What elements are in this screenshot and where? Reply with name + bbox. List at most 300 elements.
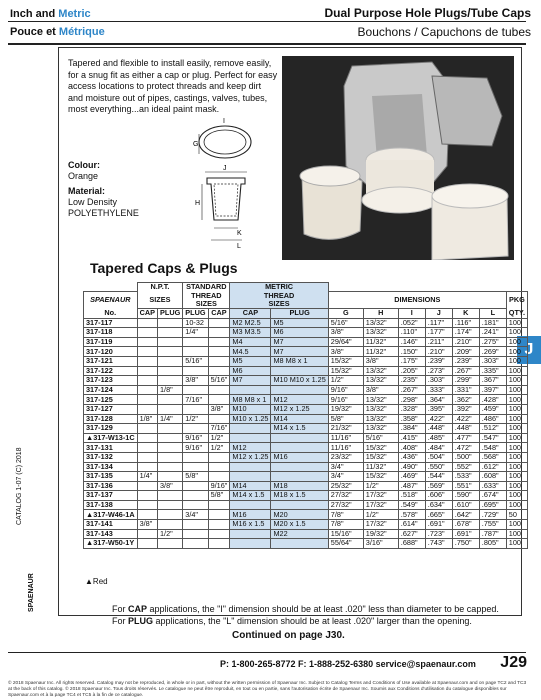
- table-cell: 27/32": [328, 500, 363, 510]
- diagram-label-g: G: [193, 141, 199, 148]
- table-cell: M5: [230, 356, 271, 366]
- legal-text: © 2018 Spaenaur Inc. All rights reserved. Catalog may not be reproduced, in whole or in part, without the written permission of Spaenaur Inc. Subject to Catalog Terms and Conditions of Use available at Spaenaur.com and on page TC2 and TC3 at the back of this catalog. © 2018 Spaenaur Inc. Tous droits réservés. Le catalogue ne peut être reproduit, en tout ou en partie, sans l'autorisation écrite de Spaenaur Inc. Soumis aux Conditions d'utilisation du catalogue disponibles sur Spaenaur.com et à la page TC4 et TC5 à la fin de ce catalogue.: [8, 681, 527, 698]
- table-cell: 9/16": [208, 481, 230, 491]
- table-cell: 10-32: [183, 318, 208, 328]
- table-cell: M14 x 1.5: [271, 424, 328, 434]
- table-cell: 15/32": [363, 443, 398, 453]
- header-inch: Inch and: [10, 8, 59, 20]
- table-cell: M14: [230, 481, 271, 491]
- table-cell: .504": [425, 452, 452, 462]
- table-cell: .428": [479, 395, 506, 405]
- table-cell: 100: [506, 337, 527, 347]
- table-cell: 5/16": [328, 318, 363, 328]
- table-cell: .750": [452, 539, 479, 549]
- th-npt-sizes: SIZES: [149, 294, 171, 304]
- table-cell: .209": [452, 347, 479, 357]
- th-npt-cap: CAP: [139, 308, 155, 318]
- table-cell: .174": [452, 328, 479, 338]
- part-number-cell: 317-138: [84, 500, 138, 510]
- table-cell: .627": [398, 529, 425, 539]
- section-tab-j[interactable]: J: [517, 336, 541, 364]
- th-l: L: [490, 308, 496, 318]
- table-row: [84, 500, 528, 510]
- table-cell: [137, 395, 157, 405]
- table-row: [84, 510, 528, 520]
- table-cell: .273": [425, 366, 452, 376]
- table-cell: [137, 491, 157, 501]
- table-cell: M7: [271, 347, 328, 357]
- table-cell: [208, 539, 230, 549]
- table-cell: .688": [398, 539, 425, 549]
- table-cell: [183, 366, 208, 376]
- plug-note: For PLUG applications, the "L" dimension should be at least .020" larger than the opening.: [112, 616, 472, 626]
- table-cell: [230, 472, 271, 482]
- table-cell: [137, 385, 157, 395]
- table-cell: 1/2": [208, 433, 230, 443]
- table-cell: 100: [506, 472, 527, 482]
- table-cell: [137, 347, 157, 357]
- table-cell: 15/16": [328, 529, 363, 539]
- table-cell: 50: [506, 510, 527, 520]
- table-cell: [208, 414, 230, 424]
- table-cell: .518": [398, 491, 425, 501]
- part-number-cell: 317-129: [84, 424, 138, 434]
- table-cell: 100: [506, 376, 527, 386]
- table-cell: 3/8": [328, 347, 363, 357]
- table-cell: [208, 452, 230, 462]
- table-cell: [158, 356, 183, 366]
- table-cell: .408": [398, 443, 425, 453]
- table-cell: .612": [479, 462, 506, 472]
- table-cell: [208, 529, 230, 539]
- table-cell: 7/16": [208, 424, 230, 434]
- part-number-cell: 317-120: [84, 347, 138, 357]
- table-cell: .569": [425, 481, 452, 491]
- th-metric-sizes: SIZES: [268, 298, 290, 308]
- table-cell: 100: [506, 443, 527, 453]
- table-cell: [271, 433, 328, 443]
- table-cell: [271, 539, 328, 549]
- header-divider-1: [8, 21, 526, 22]
- table-cell: .610": [452, 500, 479, 510]
- part-number-cell: 317-134: [84, 462, 138, 472]
- table-cell: [158, 366, 183, 376]
- table-cell: 15/32": [328, 356, 363, 366]
- table-cell: M16 x 1.5: [230, 520, 271, 530]
- header-left-line2: [10, 26, 105, 38]
- table-cell: 9/16": [328, 395, 363, 405]
- table-cell: 13/32": [363, 366, 398, 376]
- table-cell: [183, 404, 208, 414]
- th-standard: STANDARD: [186, 282, 227, 292]
- table-cell: [137, 356, 157, 366]
- table-cell: [158, 500, 183, 510]
- table-row: [84, 539, 528, 549]
- table-cell: M10 M10 x 1.25: [271, 376, 328, 386]
- table-cell: 3/16": [363, 539, 398, 549]
- table-row: [84, 328, 528, 338]
- table-cell: .181": [479, 318, 506, 328]
- table-cell: .052": [398, 318, 425, 328]
- table-cell: M6: [230, 366, 271, 376]
- part-number-cell: ▲317-W46-1A: [84, 510, 138, 520]
- continued-link[interactable]: Continued on page J30.: [232, 630, 345, 641]
- table-cell: [158, 376, 183, 386]
- table-cell: 100: [506, 404, 527, 414]
- table-cell: [158, 462, 183, 472]
- part-number-cell: ▲317-W50-1Y: [84, 539, 138, 549]
- table-cell: .235": [398, 376, 425, 386]
- table-cell: .547": [479, 433, 506, 443]
- table-cell: 15/32": [363, 452, 398, 462]
- table-cell: M4: [230, 337, 271, 347]
- table-cell: .335": [479, 366, 506, 376]
- table-cell: [158, 472, 183, 482]
- table-cell: .549": [398, 500, 425, 510]
- red-legend: ▲Red: [85, 577, 108, 586]
- table-row: [84, 529, 528, 539]
- table-cell: .490": [398, 462, 425, 472]
- table-cell: 23/32": [328, 452, 363, 462]
- table-cell: [137, 443, 157, 453]
- table-cell: 1/2": [208, 443, 230, 453]
- table-cell: .533": [452, 472, 479, 482]
- table-cell: 7/8": [328, 510, 363, 520]
- table-cell: [183, 539, 208, 549]
- table-cell: M12 x 1.25: [271, 404, 328, 414]
- table-row: [84, 337, 528, 347]
- table-cell: .116": [452, 318, 479, 328]
- table-cell: .299": [452, 376, 479, 386]
- table-cell: .642": [452, 510, 479, 520]
- table-cell: [137, 462, 157, 472]
- table-cell: 11/32": [363, 462, 398, 472]
- table-cell: .211": [425, 337, 452, 347]
- table-cell: [183, 481, 208, 491]
- table-cell: 3/8": [328, 328, 363, 338]
- table-cell: 3/4": [328, 472, 363, 482]
- table-cell: [137, 337, 157, 347]
- part-number-cell: 317-118: [84, 328, 138, 338]
- table-cell: .362": [452, 395, 479, 405]
- table-cell: .695": [479, 500, 506, 510]
- table-cell: 13/32": [363, 424, 398, 434]
- table-cell: .484": [425, 443, 452, 453]
- table-cell: .477": [452, 433, 479, 443]
- table-cell: [230, 500, 271, 510]
- table-cell: 29/64": [328, 337, 363, 347]
- header-metrique: Métrique: [58, 26, 105, 38]
- table-cell: 1/2": [328, 376, 363, 386]
- table-cell: .469": [398, 472, 425, 482]
- table-header-row-3: [84, 309, 528, 319]
- table-cell: M4.5: [230, 347, 271, 357]
- table-cell: [158, 395, 183, 405]
- table-cell: M22: [271, 529, 328, 539]
- colour-value: Orange: [68, 171, 99, 181]
- table-cell: .395": [425, 404, 452, 414]
- table-cell: M7: [271, 337, 328, 347]
- table-row: [84, 376, 528, 386]
- table-cell: 55/64": [328, 539, 363, 549]
- table-cell: 7/16": [183, 395, 208, 405]
- table-cell: [230, 433, 271, 443]
- page-header: [0, 0, 541, 44]
- table-cell: 100: [506, 356, 527, 366]
- table-cell: .691": [425, 520, 452, 530]
- table-cell: 100: [506, 481, 527, 491]
- table-cell: .459": [479, 404, 506, 414]
- table-cell: M3 M3.5: [230, 328, 271, 338]
- table-cell: M7: [230, 376, 271, 386]
- table-cell: 100: [506, 491, 527, 501]
- diagram-label-i: I: [223, 118, 225, 125]
- table-cell: [271, 443, 328, 453]
- table-cell: [208, 347, 230, 357]
- table-cell: [158, 539, 183, 549]
- part-number-cell: 317-135: [84, 472, 138, 482]
- table-cell: .550": [425, 462, 452, 472]
- table-cell: .269": [479, 347, 506, 357]
- colour-label: Colour:: [68, 160, 100, 170]
- table-cell: .358": [398, 414, 425, 424]
- table-cell: .448": [425, 424, 452, 434]
- table-cell: .422": [452, 414, 479, 424]
- intro-text: Tapered and flexible to install easily, remove easily, for a snug fit as either a cap or plug. Perfect for easy access locations to protect threads and keep dirt and moisture out of pipes, castings, valves, tubes, most everything...an ideal paint mask.: [68, 58, 278, 114]
- table-cell: [183, 424, 208, 434]
- table-cell: M16: [271, 452, 328, 462]
- table-cell: 1/4": [183, 328, 208, 338]
- table-cell: 100: [506, 347, 527, 357]
- table-row: [84, 520, 528, 530]
- table-cell: [137, 376, 157, 386]
- table-cell: [230, 385, 271, 395]
- table-cell: [137, 318, 157, 328]
- table-cell: .303": [425, 376, 452, 386]
- table-cell: .578": [398, 510, 425, 520]
- table-row: [84, 424, 528, 434]
- table-cell: M12: [271, 395, 328, 405]
- table-cell: 15/32": [363, 472, 398, 482]
- table-cell: 13/32": [363, 318, 398, 328]
- table-cell: [271, 385, 328, 395]
- header-left-line1: [10, 8, 91, 20]
- table-cell: .755": [479, 520, 506, 530]
- th-npt: N.P.T.: [150, 282, 170, 292]
- table-cell: 1/2": [158, 529, 183, 539]
- application-notes: [112, 603, 499, 627]
- table-cell: .512": [479, 424, 506, 434]
- table-row: [84, 491, 528, 501]
- material-value-2: POLYETHYLENE: [68, 208, 139, 218]
- table-cell: .384": [398, 424, 425, 434]
- table-cell: .267": [452, 366, 479, 376]
- table-row: [84, 395, 528, 405]
- table-cell: [137, 404, 157, 414]
- table-cell: [183, 337, 208, 347]
- table-cell: 5/8": [208, 491, 230, 501]
- table-cell: M18: [271, 481, 328, 491]
- table-cell: .110": [398, 328, 425, 338]
- table-cell: .590": [452, 491, 479, 501]
- table-cell: 11/16": [328, 443, 363, 453]
- table-cell: 1/2": [363, 481, 398, 491]
- part-number-cell: 317-143: [84, 529, 138, 539]
- table-cell: .267": [398, 385, 425, 395]
- table-cell: 3/8": [158, 481, 183, 491]
- table-cell: .548": [479, 443, 506, 453]
- part-number-cell: 317-136: [84, 481, 138, 491]
- table-cell: 13/32": [363, 414, 398, 424]
- table-row: [84, 347, 528, 357]
- table-cell: [208, 385, 230, 395]
- table-cell: M20 x 1.5: [271, 520, 328, 530]
- table-cell: 100: [506, 366, 527, 376]
- table-cell: [137, 510, 157, 520]
- table-row: [84, 404, 528, 414]
- part-number-cell: 317-125: [84, 395, 138, 405]
- table-cell: [158, 520, 183, 530]
- table-cell: 13/32": [363, 404, 398, 414]
- table-cell: [158, 404, 183, 414]
- table-cell: M20: [271, 510, 328, 520]
- table-cell: 100: [506, 395, 527, 405]
- table-cell: .175": [398, 356, 425, 366]
- table-cell: [158, 491, 183, 501]
- part-number-cell: 317-141: [84, 520, 138, 530]
- product-table: [83, 282, 528, 549]
- th-metric-thread: THREAD: [263, 290, 295, 300]
- table-cell: [158, 443, 183, 453]
- th-i: I: [410, 308, 413, 318]
- th-no: No.: [104, 307, 117, 317]
- table-cell: 11/16": [328, 433, 363, 443]
- table-cell: 3/8": [363, 385, 398, 395]
- table-cell: .485": [425, 433, 452, 443]
- part-number-cell: 317-122: [84, 366, 138, 376]
- table-cell: .500": [452, 452, 479, 462]
- table-cell: M14 x 1.5: [230, 491, 271, 501]
- table-row: [84, 366, 528, 376]
- table-cell: [137, 424, 157, 434]
- table-cell: [271, 500, 328, 510]
- table-cell: [183, 491, 208, 501]
- table-cell: M12: [230, 443, 271, 453]
- header-subtitle: Bouchons / Capuchons de tubes: [357, 25, 531, 39]
- table-cell: .551": [452, 481, 479, 491]
- part-number-cell: 317-128: [84, 414, 138, 424]
- table-cell: .239": [452, 356, 479, 366]
- table-cell: .397": [479, 385, 506, 395]
- table-cell: .333": [425, 385, 452, 395]
- table-cell: [183, 529, 208, 539]
- part-number-cell: 317-124: [84, 385, 138, 395]
- table-cell: 3/8": [208, 404, 230, 414]
- table-cell: 100: [506, 500, 527, 510]
- table-cell: 5/8": [328, 414, 363, 424]
- table-cell: [208, 500, 230, 510]
- table-row: [84, 443, 528, 453]
- table-cell: 27/32": [328, 491, 363, 501]
- table-cell: .241": [479, 328, 506, 338]
- table-cell: 13/32": [363, 395, 398, 405]
- contact-line[interactable]: P: 1-800-265-8772 F: 1-888-252-6380 service@spaenaur.com: [220, 659, 476, 669]
- th-metric-plug: PLUG: [289, 308, 310, 318]
- table-cell: M18 x 1.5: [271, 491, 328, 501]
- table-cell: 9/16": [183, 433, 208, 443]
- table-cell: 19/32": [363, 529, 398, 539]
- table-header-row-1: [84, 283, 528, 292]
- table-cell: 5/16": [363, 433, 398, 443]
- table-cell: [183, 500, 208, 510]
- table-cell: M12 x 1.25: [230, 452, 271, 462]
- table-cell: 100: [506, 433, 527, 443]
- table-cell: [208, 520, 230, 530]
- table-cell: 100: [506, 385, 527, 395]
- table-cell: [158, 328, 183, 338]
- th-k: K: [463, 308, 469, 318]
- table-cell: [183, 462, 208, 472]
- table-cell: 5/16": [183, 356, 208, 366]
- diagram-label-l: L: [237, 243, 241, 250]
- table-cell: 17/32": [363, 500, 398, 510]
- table-cell: .331": [452, 385, 479, 395]
- table-cell: [271, 366, 328, 376]
- table-cell: .674": [479, 491, 506, 501]
- table-cell: .146": [398, 337, 425, 347]
- table-cell: M14: [271, 414, 328, 424]
- table-cell: [137, 500, 157, 510]
- header-title: Dual Purpose Hole Plugs/Tube Caps: [324, 6, 531, 20]
- table-cell: [158, 424, 183, 434]
- table-cell: 100: [506, 529, 527, 539]
- table-cell: .665": [425, 510, 452, 520]
- th-standard-thread: THREAD: [191, 290, 222, 300]
- th-metric-cap: CAP: [242, 308, 259, 318]
- table-cell: 1/8": [137, 414, 157, 424]
- table-cell: M8 M8 x 1: [230, 395, 271, 405]
- table-cell: 1/8": [158, 385, 183, 395]
- table-cell: 1/4": [137, 472, 157, 482]
- table-cell: .743": [425, 539, 452, 549]
- table-cell: .678": [452, 520, 479, 530]
- page-number: J29: [500, 654, 527, 671]
- table-cell: .723": [425, 529, 452, 539]
- diagram-label-j: J: [223, 165, 227, 172]
- table-row: [84, 356, 528, 366]
- table-cell: [208, 356, 230, 366]
- table-cell: 9/16": [183, 443, 208, 453]
- table-cell: [208, 328, 230, 338]
- table-cell: .150": [398, 347, 425, 357]
- table-cell: 21/32": [328, 424, 363, 434]
- part-number-cell: 317-132: [84, 452, 138, 462]
- th-g: G: [342, 308, 349, 318]
- table-cell: 5/8": [183, 472, 208, 482]
- table-cell: [208, 318, 230, 328]
- table-cell: 3/8": [183, 376, 208, 386]
- colour-spec: [68, 160, 100, 182]
- table-cell: .328": [398, 404, 425, 414]
- table-cell: [271, 472, 328, 482]
- th-dimensions: DIMENSIONS: [394, 294, 441, 304]
- th-std-cap: CAP: [211, 308, 227, 318]
- table-cell: .117": [425, 318, 452, 328]
- table-cell: [230, 539, 271, 549]
- table-cell: [137, 433, 157, 443]
- material-value-1: Low Density: [68, 197, 118, 207]
- table-cell: .487": [398, 481, 425, 491]
